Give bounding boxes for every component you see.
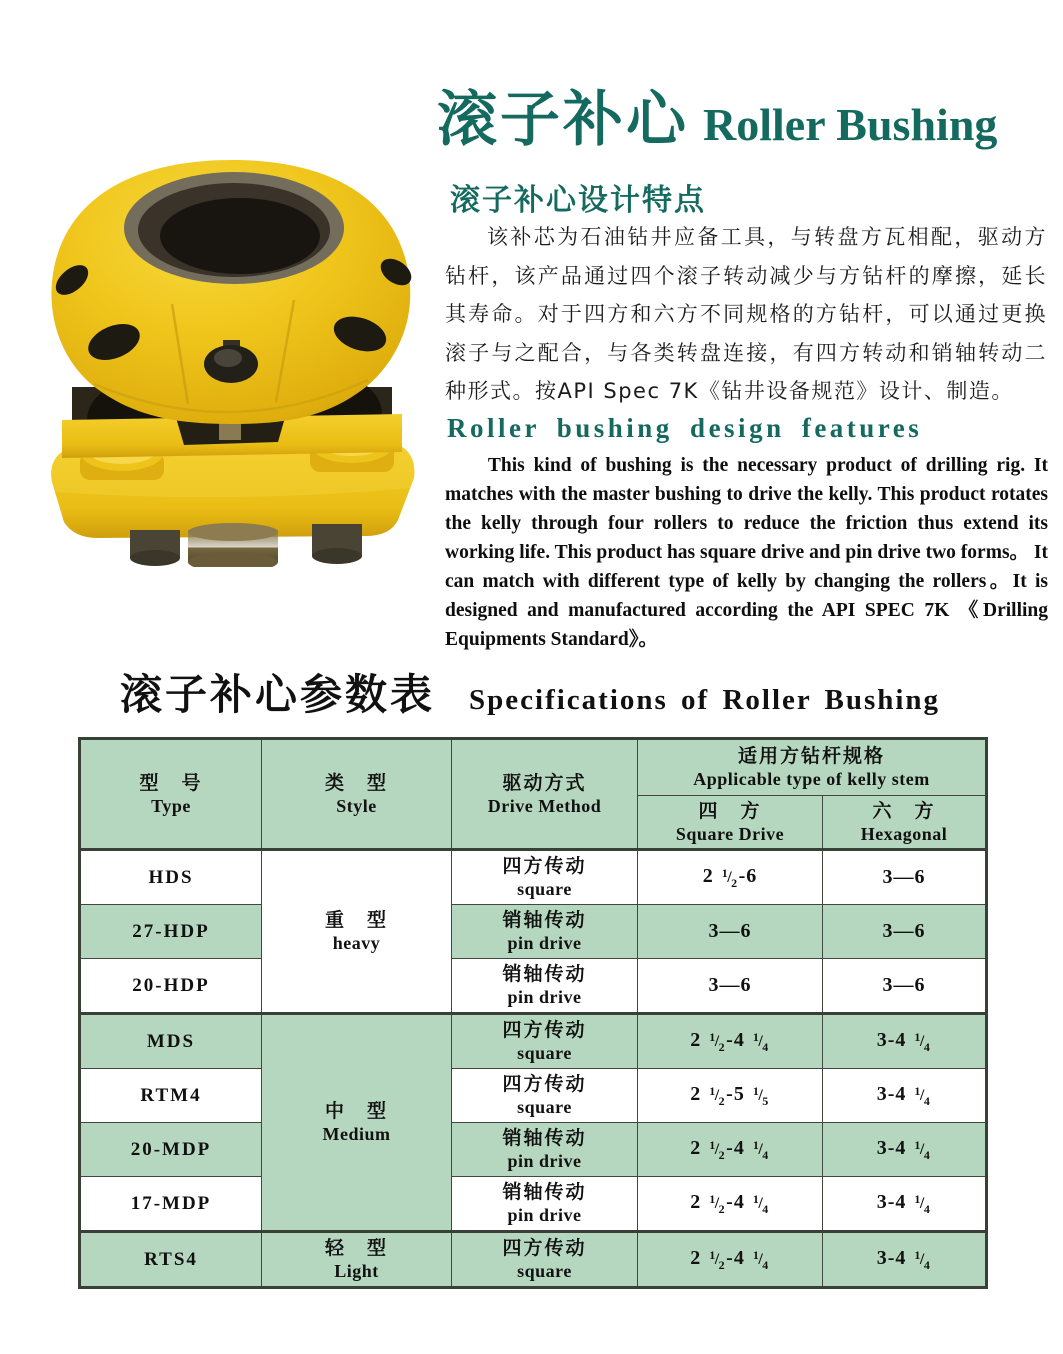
col-header-applicable-kelly: 适用方钻杆规格 Applicable type of kelly stem: [638, 739, 987, 796]
spec-heading-zh: 滚子补心参数表: [120, 670, 436, 719]
type-cell: 20-HDP: [80, 959, 262, 1014]
table-row: [80, 1232, 987, 1288]
type-cell: MDS: [80, 1014, 262, 1069]
type-cell: 20-MDP: [80, 1123, 262, 1177]
drive-method-cell: 四方传动 square: [452, 850, 638, 905]
col-header-type: 型 号 Type: [80, 739, 262, 850]
drive-method-cell: 四方传动 square: [452, 1069, 638, 1123]
style-group-cell: 轻 型 Light: [262, 1232, 452, 1288]
page-title-zh: 滚子补心: [437, 85, 689, 155]
design-heading-zh: 滚子补心设计特点: [450, 184, 706, 217]
col-header-drive-method: 驱动方式 Drive Method: [452, 739, 638, 850]
drive-method-cell: 销轴传动 pin drive: [452, 1123, 638, 1177]
design-paragraph-en: This kind of bushing is the necessary product of drilling rig. It matches with the master bushing to drive the kelly. This product rotates the kelly through four rollers to reduce the friction thus extend its working life. This product has square drive and pin drive two forms。 It can match with different type of kelly by changing the rollers。It is designed and manufactured according the API SPEC 7K 《Drilling Equipments Standard》。: [445, 455, 1048, 650]
spec-heading: [120, 662, 940, 722]
table-row: [80, 1014, 987, 1069]
type-cell: RTM4: [80, 1069, 262, 1123]
table-row: [80, 850, 987, 905]
type-cell: RTS4: [80, 1232, 262, 1288]
spec-table-head: [80, 739, 987, 850]
square-drive-value-cell: 2 $^1/_2$ -5 $^1/_5$: [638, 1069, 823, 1123]
roller-bushing-illustration: [22, 152, 442, 567]
type-cell: 17-MDP: [80, 1177, 262, 1232]
table-row: [80, 905, 987, 959]
table-row: [80, 1123, 987, 1177]
drive-method-cell: 四方传动 square: [452, 1014, 638, 1069]
square-drive-value-cell: 3—6: [638, 959, 823, 1014]
square-drive-value-cell: 2 $^1/_2$ -4 $^1/_4$: [638, 1123, 823, 1177]
type-cell: 27-HDP: [80, 905, 262, 959]
drive-method-cell: 销轴传动 pin drive: [452, 905, 638, 959]
table-row: [80, 959, 987, 1014]
table-row: [80, 1177, 987, 1232]
style-group-cell: 重 型 heavy: [262, 850, 452, 1014]
page-title: [437, 72, 997, 158]
col-header-hexagonal: 六 方 Hexagonal: [823, 796, 987, 850]
page-title-en: Roller Bushing: [703, 99, 998, 150]
hexagonal-value-cell: 3—6: [823, 959, 987, 1014]
hexagonal-value-cell: 3-4 $^1/_4$: [823, 1177, 987, 1232]
square-drive-value-cell: 2 $^1/_2$ -4 $^1/_4$: [638, 1177, 823, 1232]
drive-method-cell: 销轴传动 pin drive: [452, 959, 638, 1014]
hexagonal-value-cell: 3-4 $^1/_4$: [823, 1069, 987, 1123]
drive-method-cell: 销轴传动 pin drive: [452, 1177, 638, 1232]
hexagonal-value-cell: 3-4 $^1/_4$: [823, 1123, 987, 1177]
design-paragraph-zh: 该补芯为石油钻井应备工具，与转盘方瓦相配，驱动方钻杆，该产品通过四个滚子转动减少与方钻杆的摩擦，延长其寿命。对于四方和六方不同规格的方钻杆，可以通过更换滚子与之配合，与各类转盘连接，有四方转动和销轴转动二种形式。按API Spec 7K《钻井设备规范》设计、制造。: [445, 225, 1047, 403]
square-drive-value-cell: 3—6: [638, 905, 823, 959]
square-drive-value-cell: 2 $^1/_2$ -6: [638, 850, 823, 905]
square-drive-value-cell: 2 $^1/_2$ -4 $^1/_4$: [638, 1014, 823, 1069]
type-cell: HDS: [80, 850, 262, 905]
spec-table: [78, 737, 988, 1289]
col-header-square-drive: 四 方 Square Drive: [638, 796, 823, 850]
style-group-cell: 中 型 Medium: [262, 1014, 452, 1232]
product-photo: [22, 152, 442, 567]
spec-table-body: [80, 850, 987, 1288]
hexagonal-value-cell: 3-4 $^1/_4$: [823, 1014, 987, 1069]
col-header-style: 类 型 Style: [262, 739, 452, 850]
spec-heading-en: Specifications of Roller Bushing: [469, 684, 941, 716]
square-drive-value-cell: 2 $^1/_2$ -4 $^1/_4$: [638, 1232, 823, 1288]
hexagonal-value-cell: 3—6: [823, 905, 987, 959]
design-heading-en: Roller bushing design features: [447, 413, 923, 443]
hexagonal-value-cell: 3—6: [823, 850, 987, 905]
table-row: [80, 1069, 987, 1123]
drive-method-cell: 四方传动 square: [452, 1232, 638, 1288]
hexagonal-value-cell: 3-4 $^1/_4$: [823, 1232, 987, 1288]
